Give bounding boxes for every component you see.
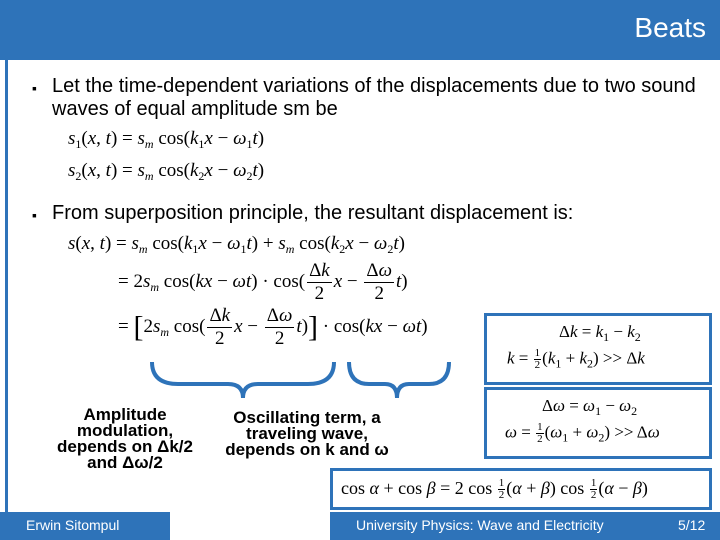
trig-identity-box [330, 468, 712, 510]
equation-delta-omega: $\Delta\omega = \omega_1 - \omega_2$ [542, 396, 638, 418]
bullet-icon: ▪ [32, 80, 37, 96]
equation-superposition: s(x, $t) = s_m$ $\cos(k_1x - \omega_1t) + s_m$ $\cos(k_2x - \omega_2t)$ [68, 233, 405, 256]
footer-course: University Physics: Wave and Electricity [356, 517, 604, 533]
oscillating-brace [345, 362, 455, 402]
bullet-text-1: Let the time-dependent variations of the displacements due to two sound waves of equal amplitude sm be [52, 75, 696, 120]
equation-sum-to-product: cos α + cos β = 2 cos $\frac{1}{2}$ (α + β) cos $\frac{1}{2}$ (α − β) [341, 477, 648, 502]
bullet-text-2: From superposition principle, the resultant displacement is: [52, 202, 574, 224]
amplitude-annotation: Amplitude modulation, depends on Δk/2 and Δω/2 [57, 405, 193, 472]
bullet-icon: ▪ [32, 207, 37, 223]
left-accent-bar [5, 60, 8, 515]
title-bar [0, 0, 720, 60]
page-number: 5/12 [678, 517, 706, 533]
equation-k-average: k = $\frac{1}{2}$ $(k_1 + k_2) >> \Delta k$ [507, 347, 645, 371]
amplitude-brace [148, 362, 338, 402]
equation-omega-average: ω = $\frac{1}{2}$ $(\omega_1 + \omega_2) >> \Delta\omega$ [505, 421, 660, 445]
wavenumber-box [484, 313, 712, 385]
slide-title: Beats [634, 12, 706, 43]
equation-s1: $s_1(x$, $t) = s_m$ $\cos(k_1x - \omega_1t)$ [68, 128, 265, 151]
angular-frequency-box [484, 387, 712, 459]
oscillating-annotation: Oscillating term, a traveling wave, depends on k and ω [225, 408, 389, 459]
equation-grouped-form: = [$2s_m$ cos( $\frac{\Delta k}{2}$ x − $\frac{\Delta\omega}{2}$ t)] · cos(kx − ωt) [118, 305, 428, 349]
equation-product-form: = $2s_m$ cos(kx − ωt) · cos( $\frac{\Delta k}{2}$ x − $\frac{\Delta\omega}{2}$ t) [118, 260, 408, 304]
equation-s2: $s_2(x$, $t) = s_m$ $\cos(k_2x - \omega_2t)$ [68, 160, 265, 183]
footer-author: Erwin Sitompul [26, 517, 120, 533]
equation-delta-k: $\Delta k = k_1 - k_2$ [559, 322, 641, 344]
